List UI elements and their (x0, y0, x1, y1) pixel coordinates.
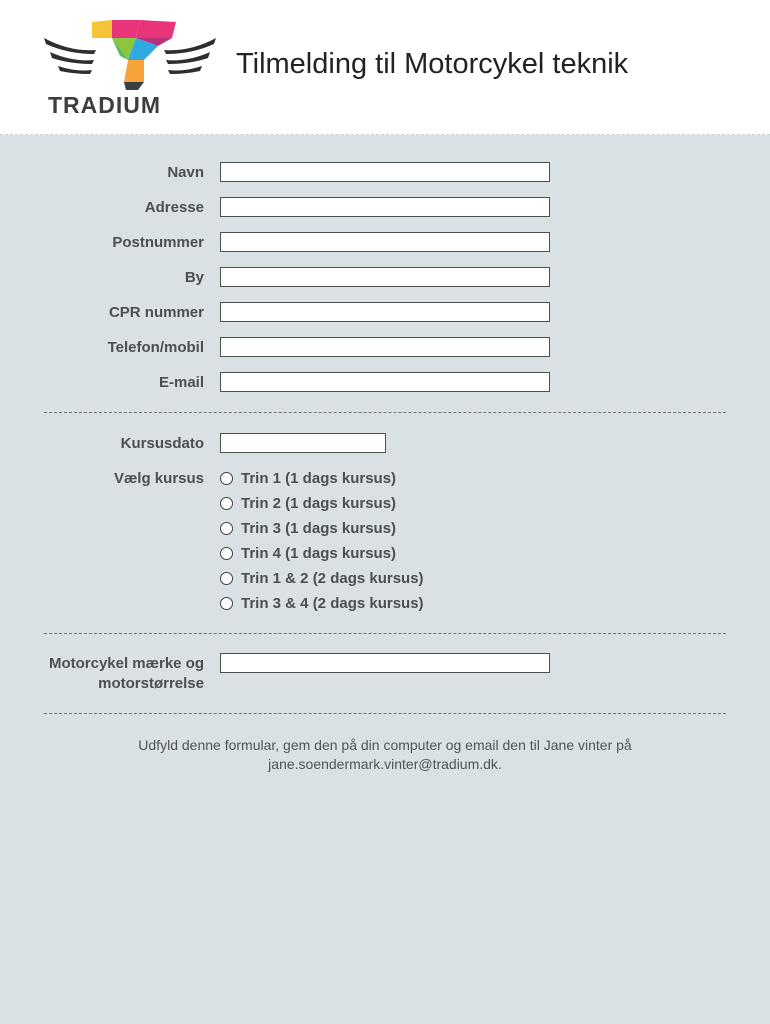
adresse-field[interactable] (220, 197, 550, 217)
label-cpr: CPR nummer (108, 304, 204, 321)
instructions-note (60, 736, 710, 774)
radio-button[interactable] (220, 597, 233, 610)
label-postnummer: Postnummer (112, 234, 204, 251)
course-option-3[interactable] (220, 518, 396, 538)
course-option-6[interactable] (220, 593, 424, 613)
kursusdato-field[interactable] (220, 433, 386, 453)
motorcykel-field[interactable] (220, 653, 550, 673)
divider (44, 412, 726, 413)
cpr-field[interactable] (220, 302, 550, 322)
divider (44, 713, 726, 714)
divider (44, 633, 726, 634)
telefon-field[interactable] (220, 337, 550, 357)
course-option-1[interactable] (220, 468, 396, 488)
course-option-label: Trin 1 (1 dags kursus) (241, 469, 397, 487)
course-option-4[interactable] (220, 543, 396, 563)
label-by: By (184, 269, 204, 286)
logo-wordmark: TRADIUM (48, 92, 162, 118)
navn-field[interactable] (220, 162, 550, 182)
email-field[interactable] (220, 372, 550, 392)
label-telefon: Telefon/mobil (107, 339, 204, 356)
label-adresse: Adresse (144, 199, 204, 216)
label-vaelg-kursus: Vælg kursus (113, 470, 204, 487)
label-navn: Navn (167, 164, 204, 181)
course-option-label: Trin 3 & 4 (2 dags kursus) (241, 594, 424, 612)
page-title: Tilmelding til Motorcykel teknik (236, 48, 629, 80)
course-option-label: Trin 4 (1 dags kursus) (241, 544, 397, 562)
course-option-label: Trin 2 (1 dags kursus) (241, 494, 397, 512)
course-option-label: Trin 3 (1 dags kursus) (241, 519, 397, 537)
radio-button[interactable] (220, 572, 233, 585)
label-motorcykel-line1: Motorcykel mærke og (48, 655, 204, 672)
radio-button[interactable] (220, 472, 233, 485)
instructions-line1: Udfyld denne formular, gem den på din computer og email den til Jane vinter på (138, 737, 632, 753)
postnummer-field[interactable] (220, 232, 550, 252)
course-option-5[interactable] (220, 568, 424, 588)
by-field[interactable] (220, 267, 550, 287)
label-motorcykel-line2: motorstørrelse (98, 675, 204, 692)
radio-button[interactable] (220, 497, 233, 510)
course-option-label: Trin 1 & 2 (2 dags kursus) (241, 569, 424, 587)
instructions-line2: jane.soendermark.vinter@tradium.dk. (268, 756, 502, 772)
header (0, 0, 770, 135)
label-email: E-mail (158, 374, 204, 391)
course-option-2[interactable] (220, 493, 396, 513)
label-kursusdato: Kursusdato (120, 435, 204, 452)
radio-button[interactable] (220, 522, 233, 535)
radio-button[interactable] (220, 547, 233, 560)
